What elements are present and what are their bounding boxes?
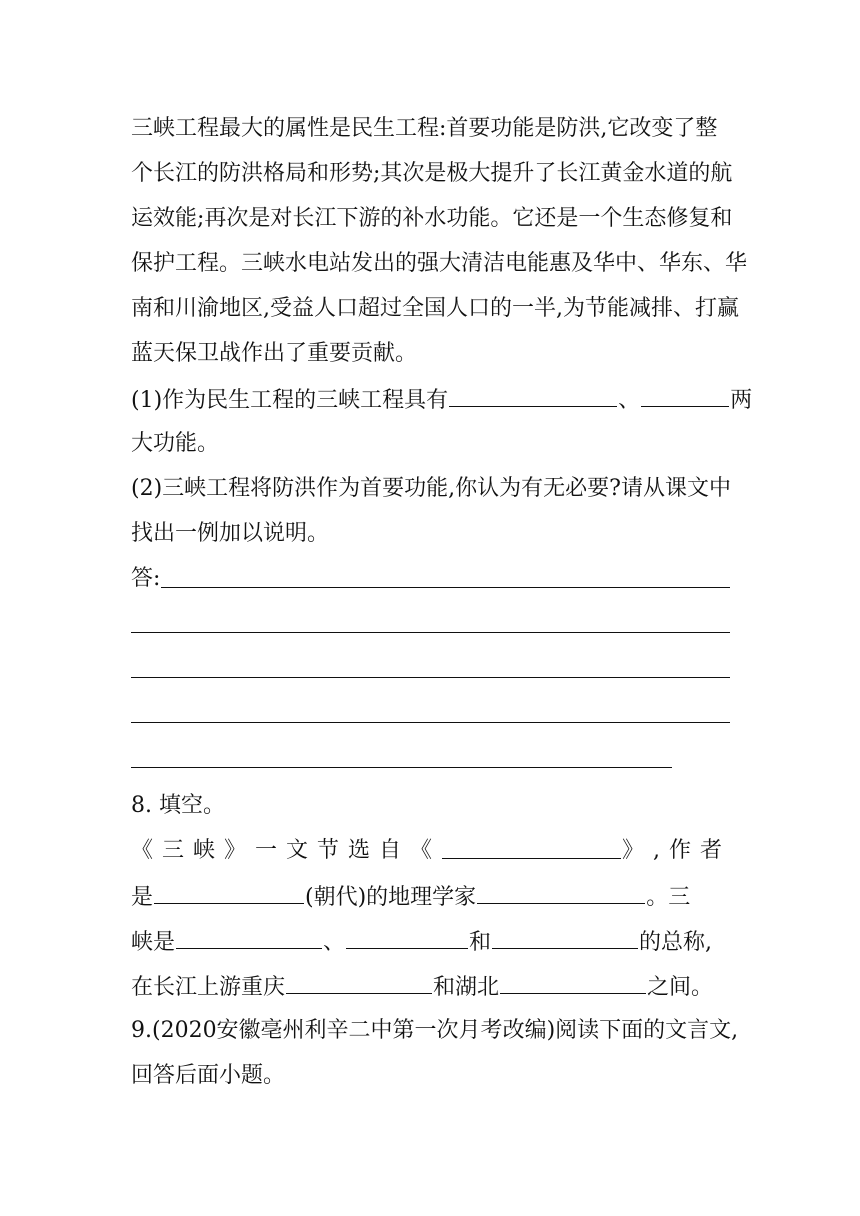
passage-line: 保护工程。三峡水电站发出的强大清洁电能惠及华中、华东、华 (131, 251, 748, 276)
question-8-text: 。三 (646, 885, 691, 910)
answer-label: 答: (131, 566, 161, 591)
answer-line[interactable] (161, 587, 730, 588)
question-8-text: 《三峡》一文节选自《 (131, 838, 442, 863)
passage-line: 蓝天保卫战作出了重要贡献。 (131, 341, 418, 366)
answer-line[interactable] (131, 677, 730, 678)
question-8-text: 和湖北 (433, 975, 500, 1000)
question-8-line-1 (131, 836, 731, 866)
answer-blank[interactable] (442, 836, 621, 859)
question-1-line-1 (131, 384, 753, 416)
question-8-text: 的总称, (639, 930, 713, 955)
question-9-line-2: 回答后面小题。 (131, 1063, 286, 1088)
question-8-line-3 (131, 926, 731, 958)
answer-line[interactable] (131, 722, 730, 723)
answer-line[interactable] (131, 632, 730, 633)
question-8-line-4 (131, 971, 731, 1003)
question-1-text: 两 (730, 388, 753, 413)
question-8-line-2 (131, 881, 731, 913)
answer-blank[interactable] (346, 926, 468, 949)
answer-blank[interactable] (449, 384, 617, 407)
passage-line: 三峡工程最大的属性是民生工程:首要功能是防洪,它改变了整 (131, 116, 718, 141)
question-8-text: (朝代)的地理学家 (305, 885, 477, 910)
answer-blank[interactable] (500, 971, 646, 994)
answer-blank[interactable] (176, 926, 322, 949)
answer-blank[interactable] (286, 971, 432, 994)
question-9-line-1: 9.(2020安徽亳州利辛二中第一次月考改编)阅读下面的文言文, (131, 1018, 739, 1043)
question-8-text: 、 (323, 930, 346, 955)
passage-line: 个长江的防洪格局和形势;其次是极大提升了长江黄金水道的航 (131, 161, 733, 186)
question-1-text: (1)作为民生工程的三峡工程具有 (131, 388, 449, 413)
question-2-line-2: 找出一例加以说明。 (131, 521, 330, 546)
question-8-text: 和 (469, 930, 492, 955)
answer-blank[interactable] (492, 926, 638, 949)
question-8-text: 》,作者 (622, 838, 731, 863)
passage-line: 运效能;再次是对长江下游的补水功能。它还是一个生态修复和 (131, 206, 733, 231)
passage-line: 南和川渝地区,受益人口超过全国人口的一半,为节能减排、打赢 (131, 296, 739, 321)
answer-blank[interactable] (641, 384, 729, 407)
question-8-text: 在长江上游重庆 (131, 975, 286, 1000)
question-8-text: 是 (131, 885, 154, 910)
separator: 、 (618, 388, 641, 413)
question-8-heading: 8. 填空。 (131, 793, 225, 818)
answer-blank[interactable] (477, 881, 645, 904)
question-8-text: 峡是 (131, 930, 176, 955)
answer-blank[interactable] (154, 881, 304, 904)
question-2-line-1: (2)三峡工程将防洪作为首要功能,你认为有无必要?请从课文中 (131, 476, 731, 501)
question-1-line-2: 大功能。 (131, 431, 220, 456)
question-8-text: 之间。 (647, 975, 714, 1000)
answer-line[interactable] (131, 767, 672, 768)
